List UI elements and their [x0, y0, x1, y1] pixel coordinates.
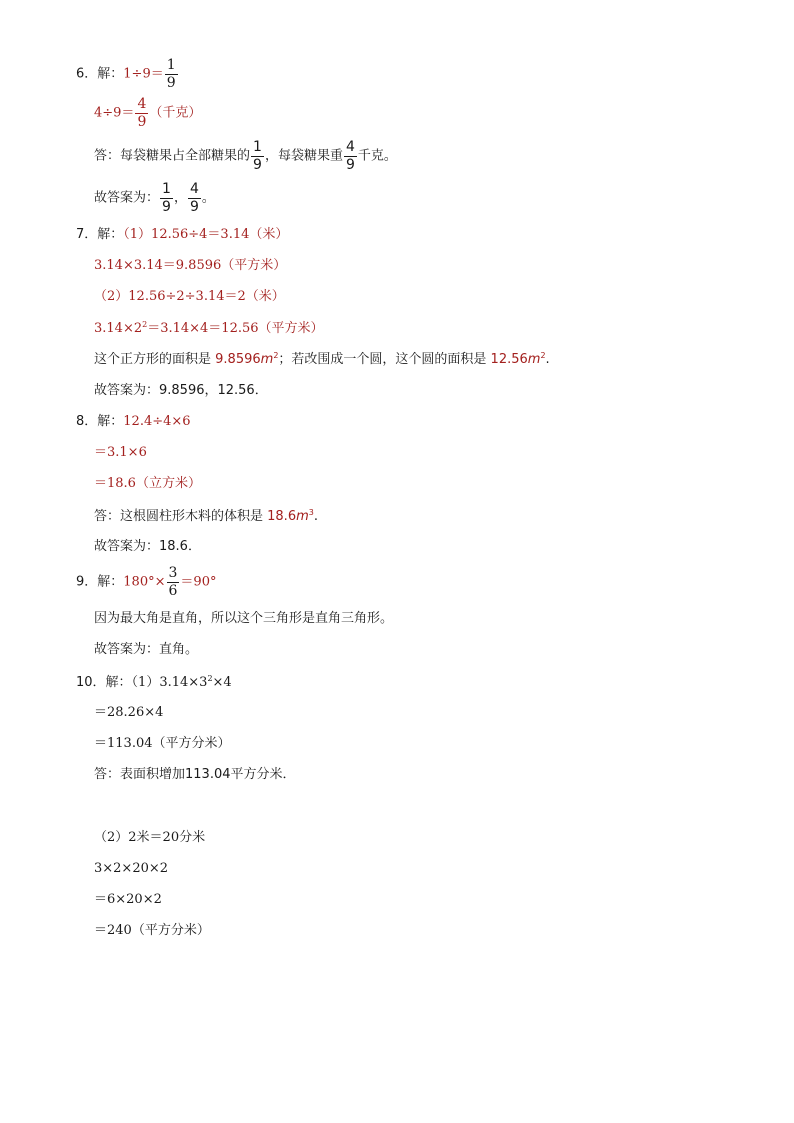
q9-label: 9．解： — [76, 574, 124, 590]
q6-answer-line — [94, 140, 397, 172]
numerator: 1 — [166, 57, 176, 73]
q6-fraction-4-9 — [135, 97, 148, 129]
q10-line6: 3×2×20×2 — [94, 861, 169, 876]
q10-line3: ＝113.04（平方分米） — [94, 736, 231, 751]
q7-l4-sup: 2 — [142, 320, 148, 329]
denominator: 9 — [166, 74, 176, 91]
q6-ans-prefix: 答：每袋糖果占全部糖果的 — [94, 148, 251, 164]
q6-fraction-1-9 — [165, 58, 178, 90]
q8-l4-sup: 3 — [308, 508, 314, 517]
q7-l5-v1: 9.8596 — [215, 352, 261, 367]
q8-line5: 故答案为：18.6． — [94, 539, 201, 554]
q9-l1-b: ＝90° — [180, 574, 217, 590]
q6-line2 — [94, 97, 201, 129]
q6-final-prefix: 故答案为： — [94, 190, 160, 206]
q6-final-fraction-1-9 — [160, 182, 173, 214]
denominator: 6 — [168, 582, 178, 599]
q6-final-fraction-4-9 — [188, 182, 201, 214]
denominator: 9 — [345, 156, 355, 173]
q6-final-end: 。 — [201, 190, 215, 206]
q6-ans-fraction-4-9 — [344, 140, 357, 172]
numerator: 1 — [253, 139, 262, 155]
q10-line8: ＝240（平方分米） — [94, 923, 210, 938]
denominator: 9 — [189, 198, 199, 215]
q7-l1: （1）12.56÷4＝3.14（米） — [123, 227, 289, 242]
q7-l5-sup1: 2 — [273, 351, 279, 360]
q9-fraction-3-6 — [167, 566, 180, 598]
q10-line4: 答：表面积增加113.04平方分米． — [94, 767, 296, 782]
q6-l2-unit: （千克） — [149, 105, 202, 121]
q10-l1-b: ×4 — [212, 675, 232, 690]
q6-final-sep: ， — [173, 190, 187, 206]
q8-line1 — [76, 415, 191, 428]
numerator: 3 — [168, 565, 178, 581]
q6-label: 6．解： — [76, 66, 124, 82]
q8-l4-end: . — [313, 509, 318, 524]
q7-l5-u2: m — [527, 352, 541, 367]
numerator: 4 — [345, 139, 355, 155]
q6-ans-mid: ，每袋糖果重 — [264, 148, 343, 164]
q8-line2: ＝3.1×6 — [94, 445, 147, 460]
numerator: 4 — [137, 96, 147, 112]
q9-l1-a: 180°× — [123, 574, 166, 590]
q10-line2: ＝28.26×4 — [94, 705, 164, 720]
numerator: 1 — [162, 181, 171, 197]
q9-line1 — [76, 566, 216, 598]
q10-label: 10．解： — [76, 675, 132, 690]
q10-l1-sup: 2 — [207, 674, 213, 683]
q7-line2: 3.14×3.14＝9.8596（平方米） — [94, 258, 287, 273]
q7-line3: （2）12.56÷2÷3.14＝2（米） — [94, 289, 285, 304]
q7-line4 — [94, 321, 324, 335]
q7-l5-b: ；若改围成一个圆，这个圆的面积是 — [278, 352, 491, 367]
q10-l1-a: （1）3.14×3 — [131, 675, 208, 690]
q6-ans-suffix: 千克。 — [357, 148, 397, 164]
q10-line7: ＝6×20×2 — [94, 892, 162, 907]
q7-label: 7．解： — [76, 227, 124, 242]
q7-l5-u1: m — [260, 352, 274, 367]
q8-line3: ＝18.6（立方米） — [94, 476, 201, 491]
q8-l4-a: 答：这根圆柱形木料的体积是 — [94, 509, 268, 524]
q7-l5-sup2: 2 — [540, 351, 546, 360]
q6-ans-fraction-1-9 — [251, 140, 264, 172]
q9-line3: 故答案为：直角。 — [94, 642, 199, 657]
denominator: 9 — [162, 198, 171, 215]
q7-l5-v2: 12.56 — [490, 352, 528, 367]
q7-l5-a: 这个正方形的面积是 — [94, 352, 216, 367]
q8-l4-v: 18.6 — [267, 509, 297, 524]
denominator: 9 — [137, 113, 147, 130]
q7-l4-a: 3.14×2 — [94, 321, 143, 336]
q9-line2: 因为最大角是直角，所以这个三角形是直角三角形。 — [94, 611, 394, 626]
q7-l5-end: . — [545, 352, 550, 367]
q8-line4 — [94, 509, 318, 523]
q8-l4-u: m — [296, 509, 309, 524]
q6-final-line — [94, 182, 215, 214]
q10-line5: （2）2米＝20分米 — [94, 830, 206, 845]
q10-line1 — [76, 675, 232, 689]
q8-l1: 12.4÷4×6 — [123, 414, 191, 429]
numerator: 4 — [189, 181, 199, 197]
q6-l1-expr: 1÷9＝ — [123, 66, 164, 82]
q7-line6: 故答案为：9.8596，12.56． — [94, 383, 268, 398]
q7-l4-b: ＝3.14×4＝12.56（平方米） — [147, 321, 324, 336]
q7-line5 — [94, 352, 550, 366]
q8-label: 8．解： — [76, 414, 124, 429]
denominator: 9 — [253, 156, 262, 173]
q7-line1 — [76, 228, 288, 241]
q6-l2-expr: 4÷9＝ — [94, 105, 135, 121]
q6-line1 — [76, 58, 179, 90]
